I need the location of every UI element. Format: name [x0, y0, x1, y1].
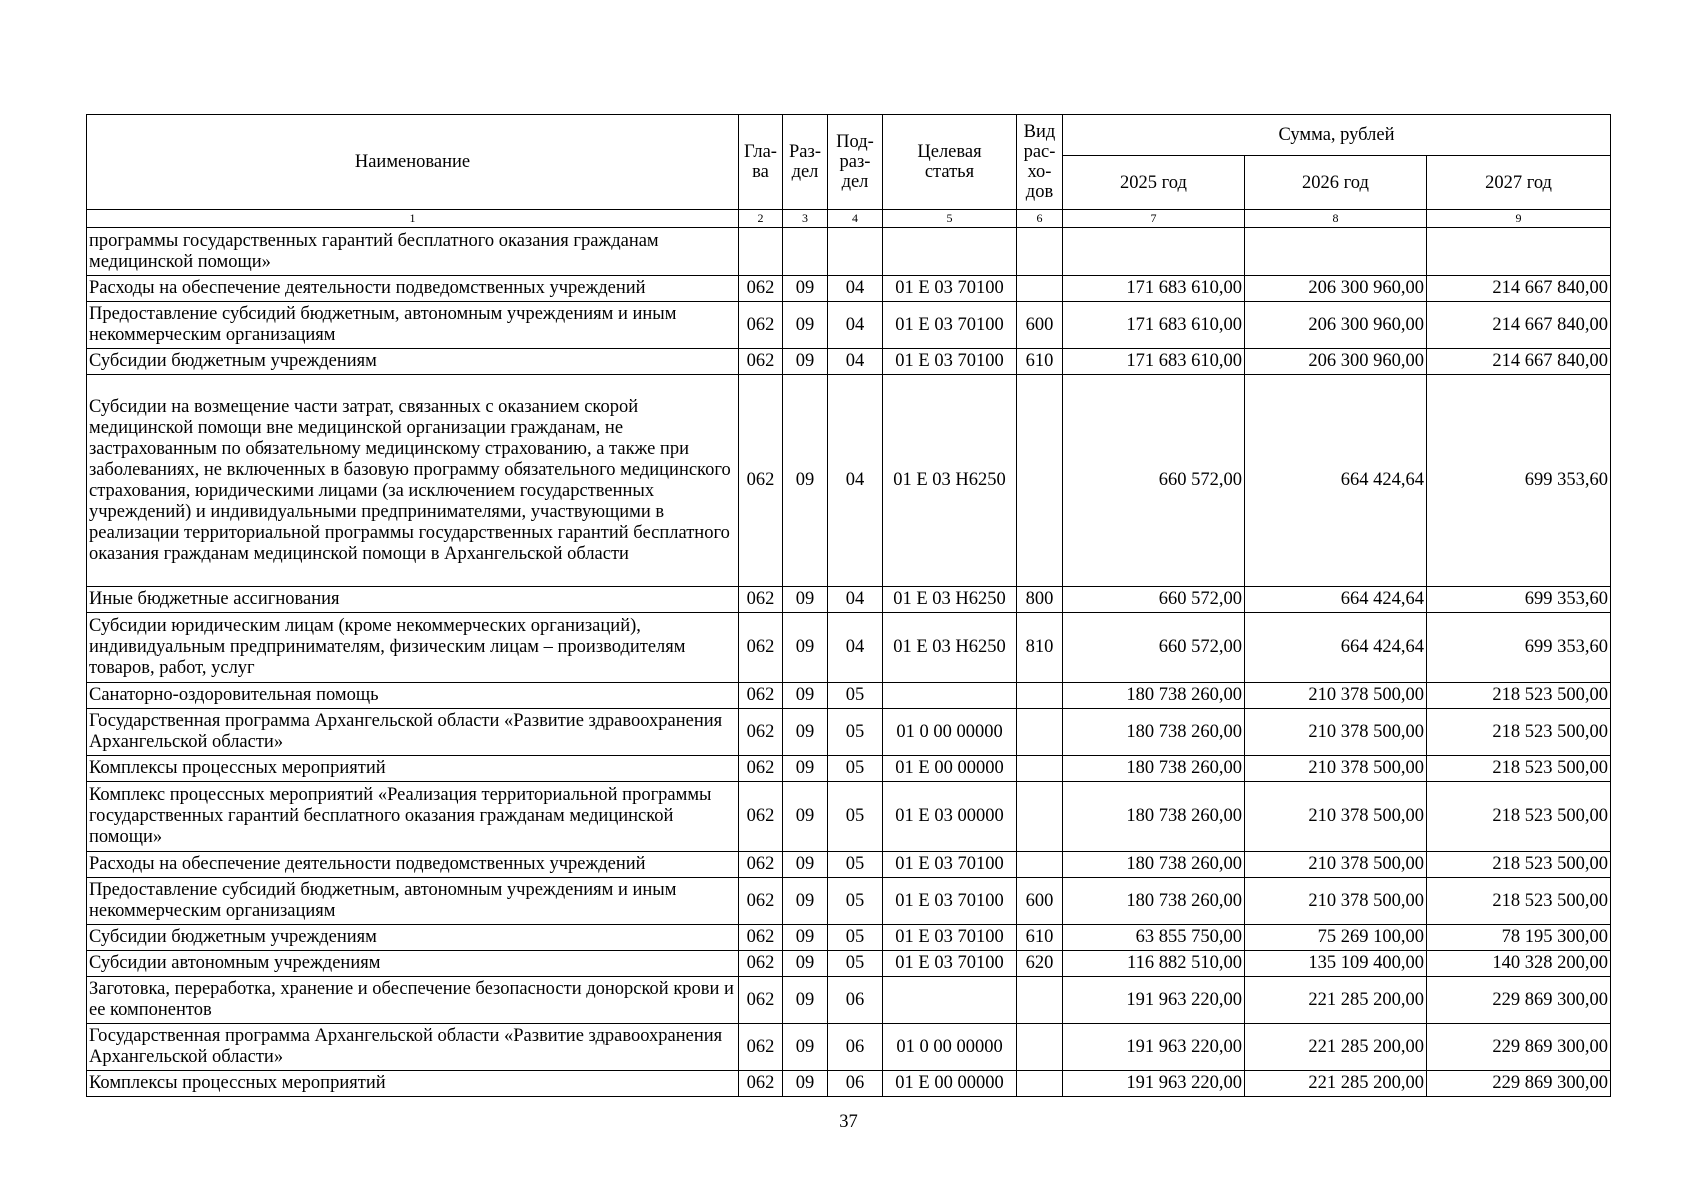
row-razdel: 09: [783, 951, 828, 977]
row-amount-2026: 206 300 960,00: [1245, 349, 1427, 375]
row-amount-2025: 191 963 220,00: [1063, 1071, 1245, 1097]
row-vid-rashodov: [1017, 709, 1063, 756]
row-amount-2027: 214 667 840,00: [1427, 276, 1611, 302]
row-podrazdel: 04: [828, 587, 883, 613]
row-amount-2027: 699 353,60: [1427, 587, 1611, 613]
row-celevaya-statya: 01 Е 03 70100: [883, 852, 1017, 878]
row-amount-2027: 218 523 500,00: [1427, 782, 1611, 852]
row-vid-rashodov: [1017, 683, 1063, 709]
header-year-2025: 2025 год: [1063, 156, 1245, 210]
row-name: Предоставление субсидий бюджетным, автономным учреждениям и иным некоммерческим организациям: [87, 878, 739, 925]
row-podrazdel: 06: [828, 1071, 883, 1097]
row-podrazdel: 05: [828, 709, 883, 756]
col-number: 7: [1063, 210, 1245, 228]
budget-table: [86, 114, 1611, 1097]
row-amount-2025: 180 738 260,00: [1063, 878, 1245, 925]
row-amount-2026: 206 300 960,00: [1245, 276, 1427, 302]
row-amount-2027: 214 667 840,00: [1427, 349, 1611, 375]
table-row: [87, 756, 1611, 782]
row-vid-rashodov: [1017, 852, 1063, 878]
row-amount-2025: 63 855 750,00: [1063, 925, 1245, 951]
row-glava: 062: [739, 587, 783, 613]
row-amount-2026: [1245, 228, 1427, 276]
row-amount-2027: [1427, 228, 1611, 276]
col-number: 6: [1017, 210, 1063, 228]
row-amount-2025: 180 738 260,00: [1063, 683, 1245, 709]
row-amount-2027: 229 869 300,00: [1427, 1071, 1611, 1097]
row-celevaya-statya: 01 0 00 00000: [883, 1024, 1017, 1071]
row-amount-2025: 660 572,00: [1063, 375, 1245, 587]
row-amount-2026: 221 285 200,00: [1245, 1024, 1427, 1071]
row-name: Государственная программа Архангельской области «Развитие здравоохранения Архангельской области»: [87, 1024, 739, 1071]
row-vid-rashodov: [1017, 1071, 1063, 1097]
header-summa: Сумма, рублей: [1063, 115, 1611, 156]
row-vid-rashodov: [1017, 276, 1063, 302]
row-podrazdel: 06: [828, 1024, 883, 1071]
row-amount-2025: 660 572,00: [1063, 613, 1245, 683]
row-celevaya-statya: 01 Е 03 70100: [883, 925, 1017, 951]
header-celevaya-statya: Целевая статья: [883, 115, 1017, 210]
col-number: 5: [883, 210, 1017, 228]
row-podrazdel: 05: [828, 782, 883, 852]
row-razdel: 09: [783, 613, 828, 683]
row-amount-2026: 135 109 400,00: [1245, 951, 1427, 977]
row-celevaya-statya: 01 Е 00 00000: [883, 1071, 1017, 1097]
row-celevaya-statya: 01 Е 03 Н6250: [883, 587, 1017, 613]
table-row: [87, 302, 1611, 349]
row-celevaya-statya: 01 0 00 00000: [883, 709, 1017, 756]
row-amount-2026: 221 285 200,00: [1245, 977, 1427, 1024]
row-amount-2026: 210 378 500,00: [1245, 683, 1427, 709]
row-glava: 062: [739, 925, 783, 951]
row-name: Комплексы процессных мероприятий: [87, 756, 739, 782]
row-amount-2027: 78 195 300,00: [1427, 925, 1611, 951]
row-amount-2025: 116 882 510,00: [1063, 951, 1245, 977]
row-glava: 062: [739, 1071, 783, 1097]
row-glava: 062: [739, 349, 783, 375]
row-glava: [739, 228, 783, 276]
row-amount-2026: 75 269 100,00: [1245, 925, 1427, 951]
row-vid-rashodov: 600: [1017, 302, 1063, 349]
row-vid-rashodov: [1017, 977, 1063, 1024]
row-vid-rashodov: [1017, 756, 1063, 782]
header-year-2026: 2026 год: [1245, 156, 1427, 210]
col-number: 2: [739, 210, 783, 228]
row-vid-rashodov: 600: [1017, 878, 1063, 925]
row-amount-2027: 229 869 300,00: [1427, 1024, 1611, 1071]
row-amount-2027: 218 523 500,00: [1427, 683, 1611, 709]
row-glava: 062: [739, 756, 783, 782]
row-podrazdel: 05: [828, 683, 883, 709]
table-row: [87, 1024, 1611, 1071]
row-amount-2026: 664 424,64: [1245, 613, 1427, 683]
row-amount-2027: 140 328 200,00: [1427, 951, 1611, 977]
row-celevaya-statya: 01 Е 03 70100: [883, 951, 1017, 977]
row-podrazdel: 05: [828, 925, 883, 951]
row-podrazdel: 06: [828, 977, 883, 1024]
row-amount-2026: 210 378 500,00: [1245, 756, 1427, 782]
row-razdel: 09: [783, 878, 828, 925]
row-glava: 062: [739, 951, 783, 977]
row-glava: 062: [739, 683, 783, 709]
row-podrazdel: 04: [828, 375, 883, 587]
row-name: Заготовка, переработка, хранение и обеспечение безопасности донорской крови и ее компонентов: [87, 977, 739, 1024]
row-vid-rashodov: 610: [1017, 925, 1063, 951]
row-celevaya-statya: 01 Е 03 Н6250: [883, 613, 1017, 683]
row-podrazdel: 04: [828, 613, 883, 683]
row-glava: 062: [739, 276, 783, 302]
row-razdel: 09: [783, 683, 828, 709]
row-glava: 062: [739, 852, 783, 878]
row-amount-2027: 229 869 300,00: [1427, 977, 1611, 1024]
row-celevaya-statya: 01 Е 00 00000: [883, 756, 1017, 782]
row-glava: 062: [739, 878, 783, 925]
row-amount-2026: 210 378 500,00: [1245, 782, 1427, 852]
row-vid-rashodov: 610: [1017, 349, 1063, 375]
row-name: Субсидии автономным учреждениям: [87, 951, 739, 977]
row-name: Субсидии бюджетным учреждениям: [87, 925, 739, 951]
row-amount-2025: 180 738 260,00: [1063, 709, 1245, 756]
row-podrazdel: 05: [828, 852, 883, 878]
row-amount-2025: 191 963 220,00: [1063, 1024, 1245, 1071]
table-row: [87, 683, 1611, 709]
row-razdel: 09: [783, 375, 828, 587]
row-celevaya-statya: 01 Е 03 70100: [883, 878, 1017, 925]
row-name: Субсидии бюджетным учреждениям: [87, 349, 739, 375]
row-name: Субсидии юридическим лицам (кроме некоммерческих организаций), индивидуальным предпринимателям, физическим лицам – производителям товаров, работ, услуг: [87, 613, 739, 683]
row-amount-2027: 218 523 500,00: [1427, 878, 1611, 925]
table-row: [87, 709, 1611, 756]
table-row: [87, 1071, 1611, 1097]
table-row: [87, 852, 1611, 878]
table-row: [87, 951, 1611, 977]
table-row: [87, 349, 1611, 375]
row-glava: 062: [739, 782, 783, 852]
row-amount-2025: 180 738 260,00: [1063, 756, 1245, 782]
row-glava: 062: [739, 709, 783, 756]
table-body: [87, 228, 1611, 1097]
row-glava: 062: [739, 613, 783, 683]
row-celevaya-statya: [883, 977, 1017, 1024]
row-name: Субсидии на возмещение части затрат, связанных с оказанием скорой медицинской помощи вне медицинской организации гражданам, не застрахованным по обязательному медицинскому страхованию, а также при заболеваниях, не включенных в базовую программу обязательного медицинского страхования, юридическими лицами (за исключением государственных учреждений) и индивидуальными предпринимателями, участвующими в реализации территориальной программы государственных гарантий бесплатного оказания гражданам медицинской помощи в Архангельской области: [87, 375, 739, 587]
row-amount-2025: 180 738 260,00: [1063, 782, 1245, 852]
row-amount-2025: 191 963 220,00: [1063, 977, 1245, 1024]
row-vid-rashodov: [1017, 375, 1063, 587]
row-vid-rashodov: 810: [1017, 613, 1063, 683]
row-podrazdel: [828, 228, 883, 276]
row-razdel: 09: [783, 587, 828, 613]
row-amount-2027: 218 523 500,00: [1427, 709, 1611, 756]
col-number: 8: [1245, 210, 1427, 228]
row-celevaya-statya: 01 Е 03 70100: [883, 302, 1017, 349]
row-vid-rashodov: [1017, 228, 1063, 276]
row-vid-rashodov: 800: [1017, 587, 1063, 613]
row-amount-2026: 221 285 200,00: [1245, 1071, 1427, 1097]
row-celevaya-statya: [883, 228, 1017, 276]
row-amount-2026: 664 424,64: [1245, 375, 1427, 587]
col-number: 1: [87, 210, 739, 228]
header-year-2027: 2027 год: [1427, 156, 1611, 210]
row-celevaya-statya: 01 Е 03 70100: [883, 276, 1017, 302]
row-name: Расходы на обеспечение деятельности подведомственных учреждений: [87, 276, 739, 302]
row-name: Комплекс процессных мероприятий «Реализация территориальной программы государственных гарантий бесплатного оказания гражданам медицинской помощи»: [87, 782, 739, 852]
row-amount-2025: [1063, 228, 1245, 276]
header-name: Наименование: [87, 115, 739, 210]
header-podrazdel: Под- раз- дел: [828, 115, 883, 210]
row-name: Комплексы процессных мероприятий: [87, 1071, 739, 1097]
header-vid-rashodov: Вид рас- хо- дов: [1017, 115, 1063, 210]
row-glava: 062: [739, 375, 783, 587]
row-amount-2025: 171 683 610,00: [1063, 349, 1245, 375]
row-amount-2027: 218 523 500,00: [1427, 756, 1611, 782]
row-podrazdel: 05: [828, 756, 883, 782]
row-amount-2027: 699 353,60: [1427, 613, 1611, 683]
row-name: Санаторно-оздоровительная помощь: [87, 683, 739, 709]
table-row: [87, 925, 1611, 951]
col-number: 4: [828, 210, 883, 228]
row-razdel: 09: [783, 349, 828, 375]
row-vid-rashodov: [1017, 1024, 1063, 1071]
header-glava: Гла- ва: [739, 115, 783, 210]
table-row: [87, 878, 1611, 925]
row-amount-2025: 180 738 260,00: [1063, 852, 1245, 878]
page-number: 37: [839, 1112, 858, 1132]
table-row: [87, 228, 1611, 276]
row-razdel: 09: [783, 925, 828, 951]
col-number: 9: [1427, 210, 1611, 228]
row-amount-2027: 214 667 840,00: [1427, 302, 1611, 349]
row-celevaya-statya: 01 Е 03 Н6250: [883, 375, 1017, 587]
row-amount-2025: 171 683 610,00: [1063, 276, 1245, 302]
row-podrazdel: 04: [828, 276, 883, 302]
col-number: 3: [783, 210, 828, 228]
row-glava: 062: [739, 1024, 783, 1071]
table-row: [87, 613, 1611, 683]
row-glava: 062: [739, 302, 783, 349]
row-amount-2026: 664 424,64: [1245, 587, 1427, 613]
row-podrazdel: 05: [828, 951, 883, 977]
row-razdel: 09: [783, 276, 828, 302]
row-amount-2025: 171 683 610,00: [1063, 302, 1245, 349]
row-amount-2026: 210 378 500,00: [1245, 852, 1427, 878]
table-row: [87, 276, 1611, 302]
row-amount-2026: 210 378 500,00: [1245, 709, 1427, 756]
row-amount-2027: 699 353,60: [1427, 375, 1611, 587]
table-row: [87, 977, 1611, 1024]
row-amount-2026: 210 378 500,00: [1245, 878, 1427, 925]
row-podrazdel: 04: [828, 302, 883, 349]
header-razdel: Раз- дел: [783, 115, 828, 210]
row-amount-2026: 206 300 960,00: [1245, 302, 1427, 349]
row-razdel: 09: [783, 302, 828, 349]
table-row: [87, 375, 1611, 587]
table-row: [87, 782, 1611, 852]
row-razdel: 09: [783, 756, 828, 782]
row-amount-2027: 218 523 500,00: [1427, 852, 1611, 878]
row-razdel: 09: [783, 852, 828, 878]
row-name: программы государственных гарантий бесплатного оказания гражданам медицинской помощи»: [87, 228, 739, 276]
table-row: [87, 587, 1611, 613]
row-razdel: 09: [783, 1071, 828, 1097]
row-glava: 062: [739, 977, 783, 1024]
row-name: Иные бюджетные ассигнования: [87, 587, 739, 613]
row-razdel: 09: [783, 977, 828, 1024]
row-celevaya-statya: 01 Е 03 00000: [883, 782, 1017, 852]
row-name: Предоставление субсидий бюджетным, автономным учреждениям и иным некоммерческим организациям: [87, 302, 739, 349]
row-name: Государственная программа Архангельской области «Развитие здравоохранения Архангельской области»: [87, 709, 739, 756]
row-celevaya-statya: 01 Е 03 70100: [883, 349, 1017, 375]
row-amount-2025: 660 572,00: [1063, 587, 1245, 613]
row-razdel: [783, 228, 828, 276]
row-podrazdel: 04: [828, 349, 883, 375]
row-razdel: 09: [783, 782, 828, 852]
row-celevaya-statya: [883, 683, 1017, 709]
row-razdel: 09: [783, 709, 828, 756]
row-podrazdel: 05: [828, 878, 883, 925]
row-razdel: 09: [783, 1024, 828, 1071]
row-vid-rashodov: 620: [1017, 951, 1063, 977]
row-name: Расходы на обеспечение деятельности подведомственных учреждений: [87, 852, 739, 878]
row-vid-rashodov: [1017, 782, 1063, 852]
